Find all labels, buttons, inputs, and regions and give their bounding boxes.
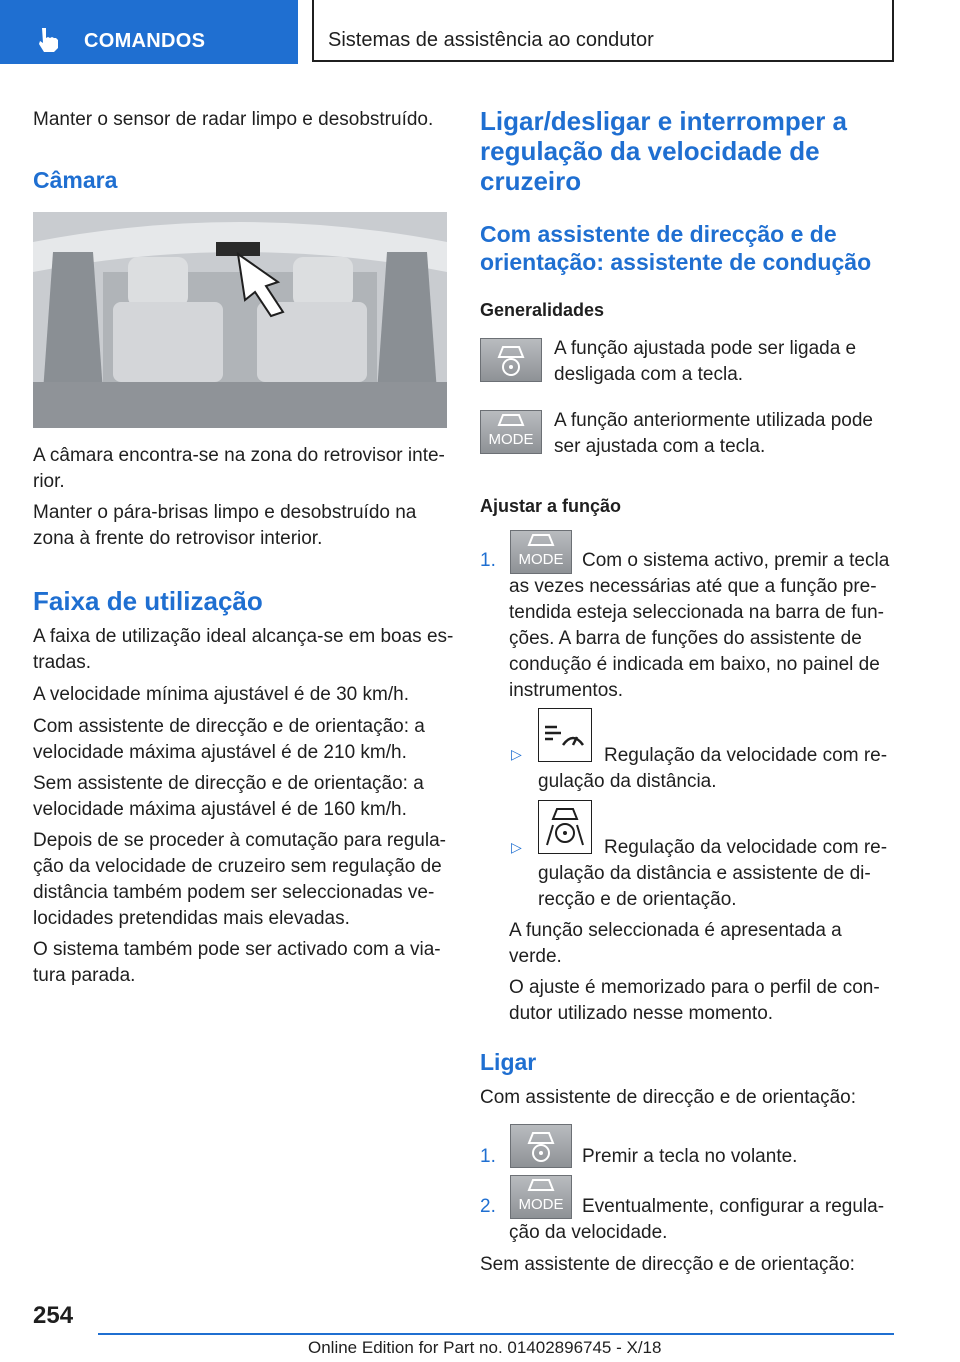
heading-faixa: Faixa de utilização	[33, 586, 263, 616]
selected-green-line1: A função seleccionada é apresentada a	[509, 920, 842, 941]
step-1-line4: ções. A barra de funções do assistente de	[509, 628, 862, 649]
bullet-2-line1: Regulação da velocidade com re-	[604, 837, 888, 858]
page-number: 254	[33, 1302, 74, 1329]
hand-pointer-icon	[36, 26, 62, 52]
edition-note: Online Edition for Part no. 01402896745 - X/18	[308, 1338, 662, 1357]
profile-note-line1: O ajuste é memorizado para o perfil de con-	[509, 977, 880, 998]
car-icon	[511, 531, 571, 551]
assist-control-icon-box	[538, 800, 592, 854]
switch-note-line2: ção da velocidade de cruzeiro sem regulação de	[33, 856, 442, 877]
distance-control-icon-box	[538, 708, 592, 762]
step-1-line2: as vezes necessárias até que a função pre-	[509, 576, 877, 597]
ligar-step-2-line1: Eventualmente, configurar a regula-	[582, 1196, 885, 1217]
faixa-line2: tradas.	[33, 652, 92, 673]
max-speed-without-line1: Sem assistente de direcção e de orientação: a	[33, 773, 424, 794]
camera-location-line1: A câmara encontra-se na zona do retrovisor inte-	[33, 445, 445, 466]
bullet-1-line1: Regulação da velocidade com re-	[604, 745, 888, 766]
camera-photo	[33, 212, 447, 428]
mode-label: MODE	[518, 551, 564, 568]
step-1-line1: Com o sistema activo, premir a tecla	[582, 550, 890, 571]
stationary-note-line1: O sistema também pode ser activado com a via-	[33, 939, 441, 960]
chapter-header	[312, 0, 894, 62]
camera-location-line2: rior.	[33, 471, 65, 492]
max-speed-with-line2: velocidade máxima ajustável é de 210 km/h.	[33, 742, 407, 763]
assist-button-image-ligar	[510, 1124, 572, 1168]
step-1-line5: condução é indicada em baixo, no painel de	[509, 654, 880, 675]
step-1-line3: tendida esteja seleccionada na barra de fun-	[509, 602, 884, 623]
mode-button-image-ligar	[510, 1175, 572, 1219]
bullet-1-line2: gulação da distância.	[538, 771, 717, 792]
mode-button-image	[480, 410, 542, 454]
general-2-line1: A função anteriormente utilizada pode	[554, 410, 873, 431]
mode-button-image-step1	[510, 530, 572, 574]
assist-button-image	[480, 338, 542, 382]
min-speed: A velocidade mínima ajustável é de 30 km/h.	[33, 684, 409, 705]
car-icon	[511, 1176, 571, 1196]
general-1-line1: A função ajustada pode ser ligada e	[554, 338, 857, 359]
section-title: COMANDOS	[84, 30, 206, 52]
bullet-triangle-icon: ▷	[511, 839, 522, 855]
footer-divider	[98, 1333, 894, 1335]
car-interior-illustration	[33, 212, 447, 428]
windshield-note-line1: Manter o pára-brisas limpo e desobstruído na	[33, 502, 417, 523]
selected-green-line2: verde.	[509, 946, 562, 967]
step-1-number: 1.	[480, 550, 496, 571]
max-speed-without-line2: velocidade máxima ajustável é de 160 km/h.	[33, 799, 407, 820]
general-2-line2: ser ajustada com a tecla.	[554, 436, 766, 457]
switch-note-line1: Depois de se proceder à comutação para regula-	[33, 830, 446, 851]
ligar-step-2-number: 2.	[480, 1196, 496, 1217]
windshield-note-line2: zona à frente do retrovisor interior.	[33, 528, 323, 549]
mode-label: MODE	[518, 1196, 564, 1213]
heading-ligar-desligar-line2: regulação da velocidade de	[480, 136, 820, 166]
step-1-line6: instrumentos.	[509, 680, 624, 701]
bullet-triangle-icon: ▷	[511, 746, 522, 762]
with-assist-intro: Com assistente de direcção e de orientação:	[480, 1087, 856, 1108]
heading-camera: Câmara	[33, 167, 118, 193]
ligar-step-1-number: 1.	[480, 1146, 496, 1167]
stationary-note-line2: tura parada.	[33, 965, 136, 986]
steering-assist-icon	[481, 339, 541, 381]
switch-note-line3: distância também podem ser seleccionadas ve-	[33, 882, 435, 903]
ligar-step-1-text: Premir a tecla no volante.	[582, 1146, 798, 1167]
heading-assistente-line1: Com assistente de direcção e de	[480, 221, 837, 247]
heading-ligar: Ligar	[480, 1049, 537, 1075]
general-1-line2: desligada com a tecla.	[554, 364, 744, 385]
car-icon	[481, 411, 541, 431]
profile-note-line2: dutor utilizado nesse momento.	[509, 1003, 774, 1024]
max-speed-with-line1: Com assistente de direcção e de orientação: a	[33, 716, 425, 737]
header-section-tab	[0, 0, 298, 64]
radar-note: Manter o sensor de radar limpo e desobstruído.	[33, 109, 434, 130]
without-assist-intro: Sem assistente de direcção e de orientação:	[480, 1254, 855, 1275]
distance-control-icon	[539, 709, 591, 761]
chapter-title: Sistemas de assistência ao condutor	[328, 29, 654, 51]
heading-generalidades: Generalidades	[480, 300, 605, 320]
steering-assist-icon	[511, 1125, 571, 1167]
heading-ligar-desligar-line3: cruzeiro	[480, 166, 582, 196]
ligar-step-2-line2: ção da velocidade.	[509, 1222, 668, 1243]
heading-ajustar: Ajustar a função	[480, 496, 622, 516]
faixa-line1: A faixa de utilização ideal alcança-se em boas es-	[33, 626, 454, 647]
heading-ligar-desligar-line1: Ligar/desligar e interromper a	[480, 106, 848, 136]
steering-assist-icon	[539, 801, 591, 853]
switch-note-line4: locidades pretendidas mais elevadas.	[33, 908, 350, 929]
heading-assistente-line2: orientação: assistente de condução	[480, 249, 872, 275]
bullet-2-line2: gulação da distância e assistente de di-	[538, 863, 871, 884]
mode-label: MODE	[488, 431, 534, 448]
bullet-2-line3: recção e de orientação.	[538, 889, 737, 910]
